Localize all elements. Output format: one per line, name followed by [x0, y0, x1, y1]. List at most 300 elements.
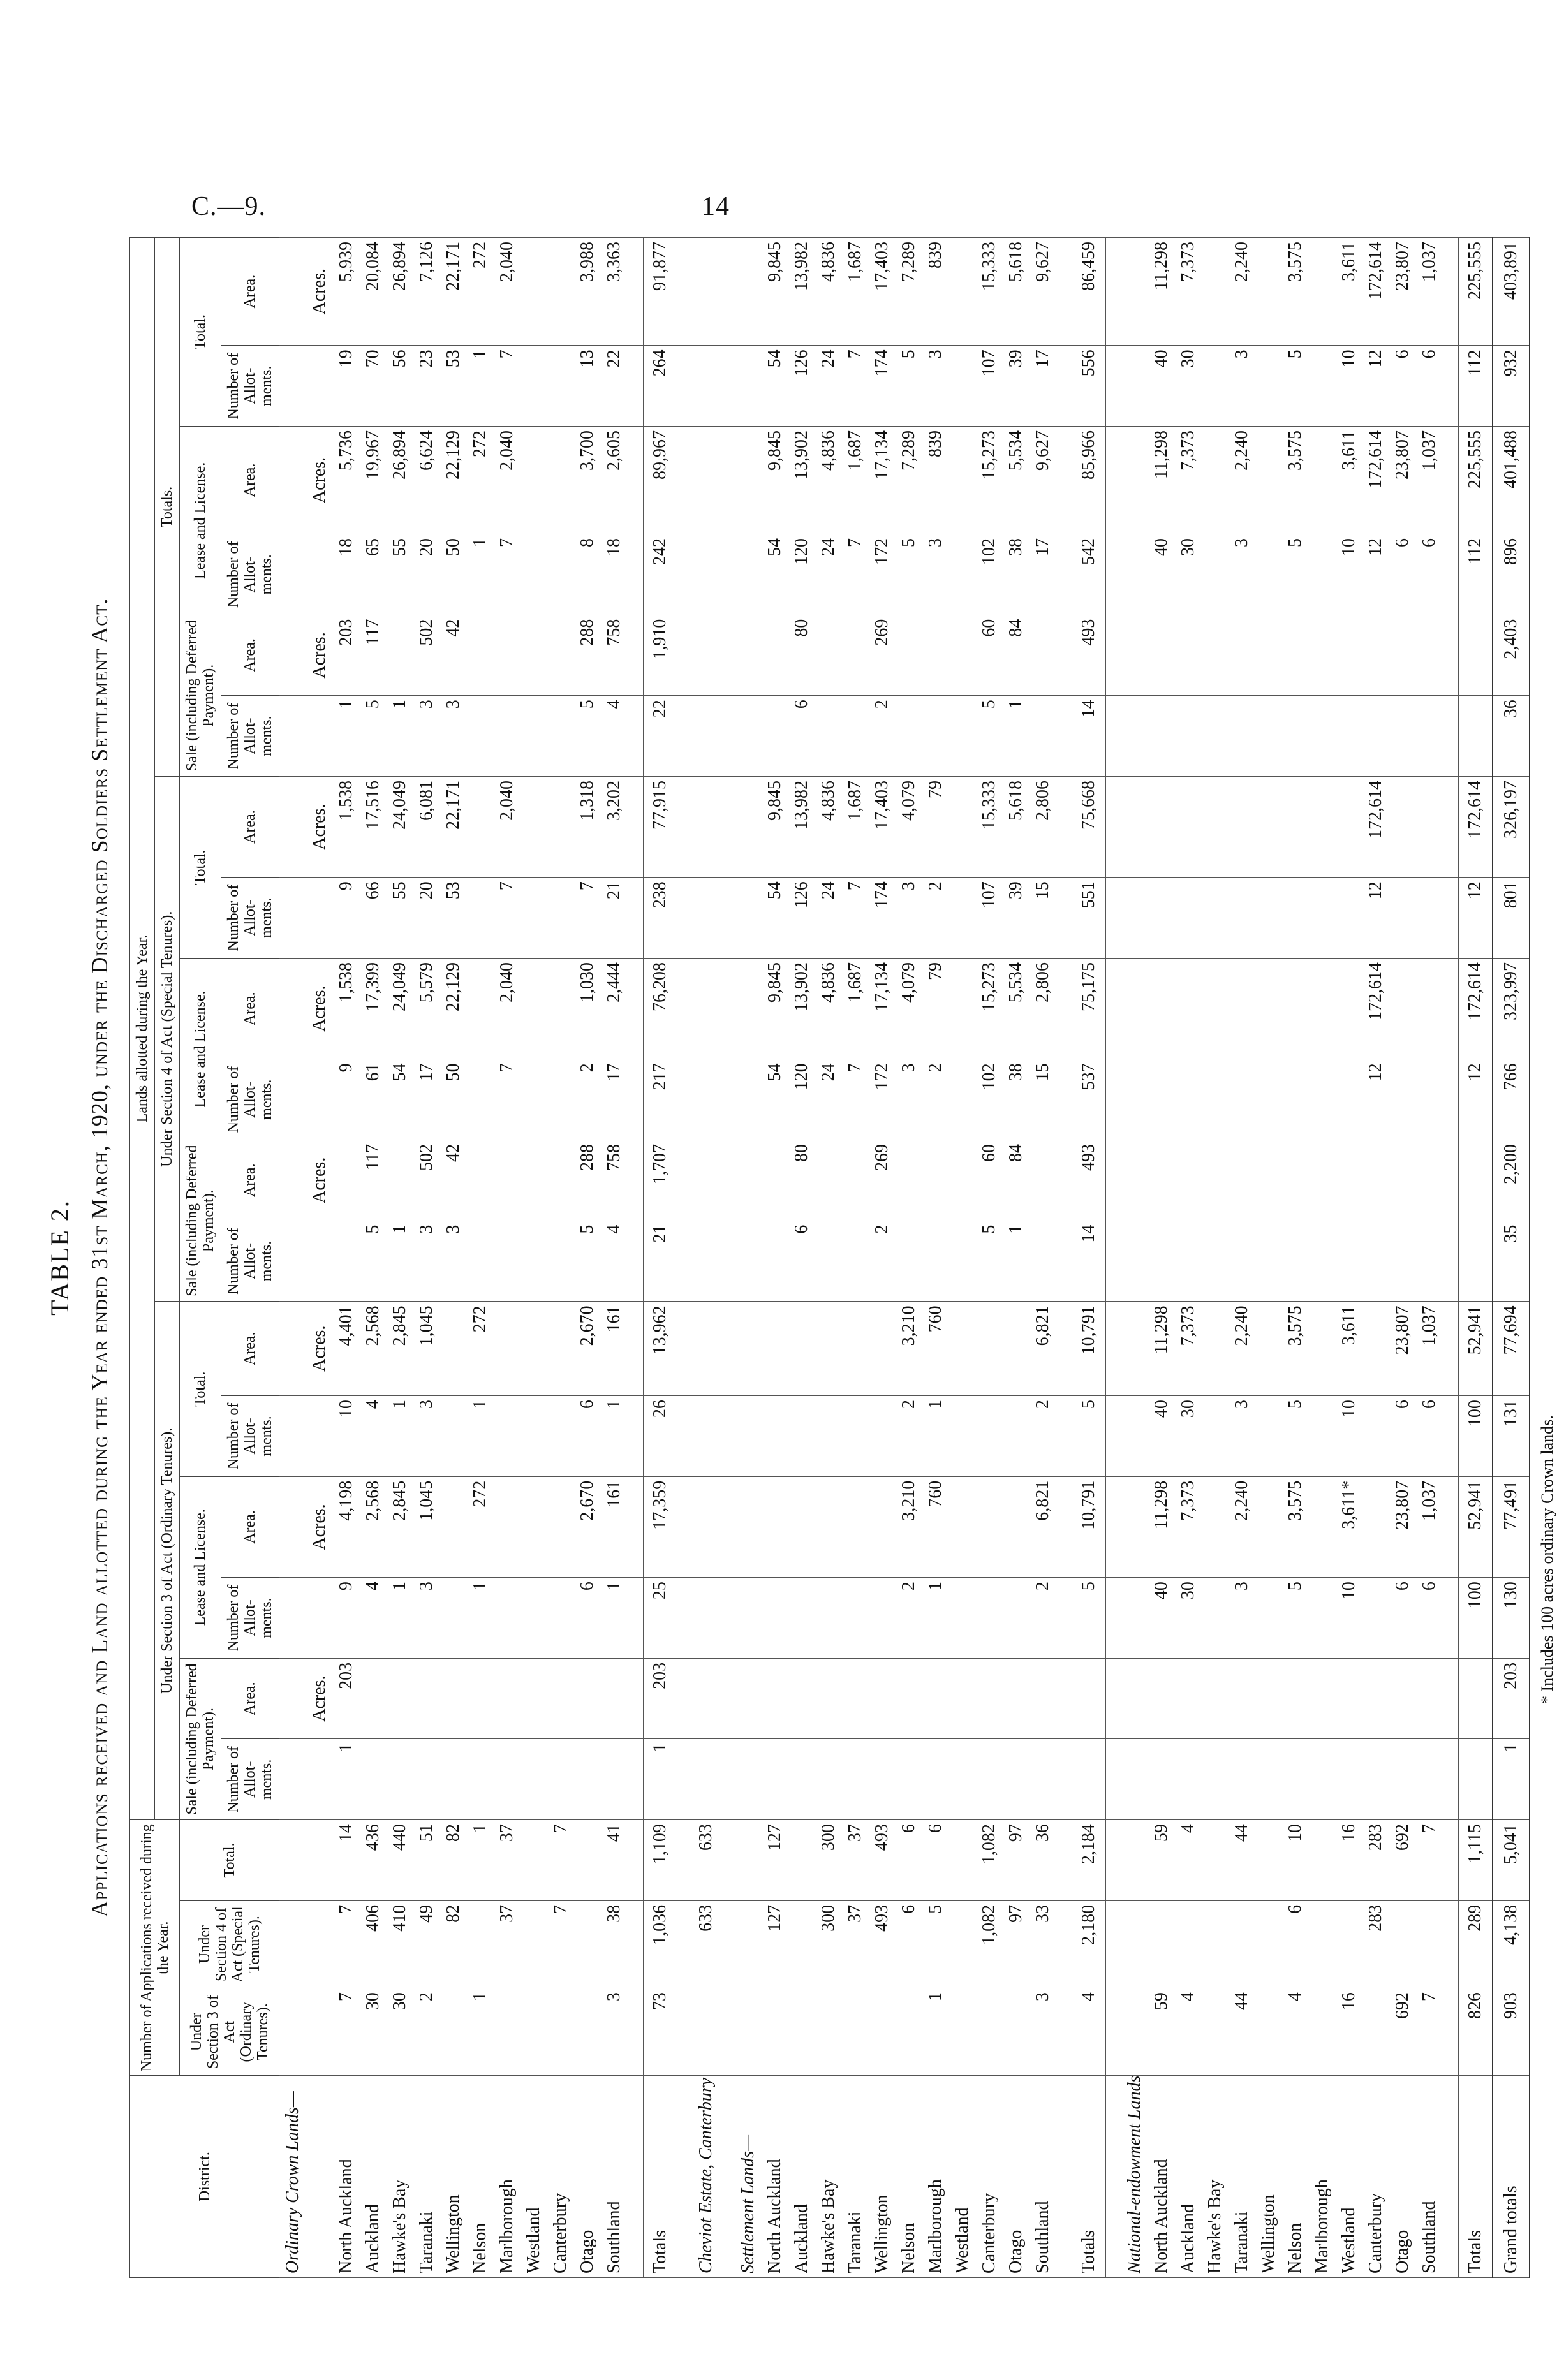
value-cell: 61: [360, 1059, 387, 1140]
value-cell: 542: [1072, 534, 1106, 615]
value-cell: [922, 1140, 949, 1221]
value-cell: 37: [842, 1900, 869, 1988]
value-cell: [1336, 1739, 1362, 1820]
value-cell: [520, 1578, 547, 1659]
value-cell: [1309, 238, 1336, 346]
value-cell: 7,373: [1175, 1476, 1202, 1577]
value-cell: [1255, 238, 1282, 346]
value-cell: 410: [387, 1900, 413, 1988]
value-cell: [1443, 1221, 1459, 1302]
value-cell: 172,614: [1362, 238, 1389, 346]
value-cell: [1416, 1140, 1443, 1221]
value-cell: 39: [1003, 346, 1029, 427]
value-cell: [762, 1302, 788, 1396]
value-cell: 269: [869, 615, 896, 696]
value-cell: [1309, 1820, 1336, 1901]
value-cell: 2,040: [494, 776, 520, 877]
value-cell: [1443, 1140, 1459, 1221]
value-cell: 42: [440, 615, 467, 696]
value-cell: 4: [601, 696, 628, 777]
value-cell: 17,403: [869, 238, 896, 346]
value-cell: 9,845: [762, 776, 788, 877]
value-cell: [306, 346, 333, 427]
value-cell: [719, 1140, 735, 1221]
table-row: [494, 238, 520, 2278]
table-row: [574, 238, 601, 2278]
value-cell: 1,045: [413, 1476, 440, 1577]
value-cell: [1121, 696, 1148, 777]
value-cell: 1,538: [333, 958, 360, 1059]
value-cell: [788, 1396, 815, 1477]
value-cell: 217: [644, 1059, 677, 1140]
value-cell: 300: [815, 1900, 842, 1988]
value-cell: [949, 1988, 976, 2076]
value-cell: [693, 958, 719, 1059]
value-cell: [279, 1578, 307, 1659]
value-cell: [1148, 615, 1175, 696]
value-cell: [1072, 1739, 1106, 1820]
value-cell: [1309, 1658, 1336, 1739]
value-cell: [279, 696, 307, 777]
value-cell: 2,180: [1072, 1900, 1106, 1988]
value-cell: [440, 1578, 467, 1659]
value-cell: 2,806: [1029, 776, 1056, 877]
value-cell: [1029, 1221, 1056, 1302]
value-cell: 131: [1493, 1396, 1530, 1477]
value-cell: [1282, 776, 1309, 877]
value-cell: [1309, 878, 1336, 959]
value-cell: [279, 1739, 307, 1820]
value-cell: [574, 1739, 601, 1820]
value-cell: [628, 878, 644, 959]
value-cell: 403,891: [1493, 238, 1530, 346]
value-cell: [467, 1658, 494, 1739]
value-cell: 22,129: [440, 427, 467, 534]
district-cell: [1443, 2076, 1459, 2278]
value-cell: [1106, 238, 1122, 346]
grand-totals-row: [1493, 238, 1530, 2278]
district-cell: Taranaki: [842, 2076, 869, 2278]
value-cell: 6,821: [1029, 1302, 1056, 1396]
value-cell: [1148, 1739, 1175, 1820]
value-cell: 70: [360, 346, 387, 427]
value-cell: 406: [360, 1900, 387, 1988]
value-cell: 112: [1459, 534, 1493, 615]
value-cell: [520, 1221, 547, 1302]
value-cell: [279, 1658, 307, 1739]
value-cell: 23: [413, 346, 440, 427]
value-cell: 3,575: [1282, 1476, 1309, 1577]
value-cell: 323,997: [1493, 958, 1530, 1059]
value-cell: [547, 1140, 574, 1221]
num-header: Number of Allot-ments.: [221, 1578, 279, 1659]
value-cell: 12: [1362, 878, 1389, 959]
value-cell: 12: [1459, 878, 1493, 959]
value-cell: [306, 1900, 333, 1988]
value-cell: 7: [494, 878, 520, 959]
value-cell: [574, 1658, 601, 1739]
value-cell: 161: [601, 1476, 628, 1577]
value-cell: [1389, 776, 1416, 877]
value-cell: 3: [1229, 346, 1255, 427]
value-cell: [1121, 615, 1148, 696]
value-cell: 126: [788, 878, 815, 959]
value-cell: [693, 1302, 719, 1396]
value-cell: [1255, 427, 1282, 534]
value-cell: 24: [815, 534, 842, 615]
value-cell: 502: [413, 615, 440, 696]
value-cell: 2: [869, 696, 896, 777]
value-cell: [762, 1739, 788, 1820]
value-cell: 758: [601, 615, 628, 696]
district-cell: Ordinary Crown Lands—: [279, 2076, 307, 2278]
value-cell: [520, 1140, 547, 1221]
value-cell: 44: [1229, 1820, 1255, 1901]
value-cell: 30: [1175, 1396, 1202, 1477]
district-cell: Nelson: [467, 2076, 494, 2278]
value-cell: [1459, 696, 1493, 777]
value-cell: 9,627: [1029, 427, 1056, 534]
table-row: [1309, 238, 1336, 2278]
value-cell: 26,894: [387, 427, 413, 534]
table-row: [869, 238, 896, 2278]
value-cell: [788, 1820, 815, 1901]
table-row: [1282, 238, 1309, 2278]
value-cell: [360, 1739, 387, 1820]
value-cell: [1389, 615, 1416, 696]
value-cell: 2,568: [360, 1302, 387, 1396]
table-title: TABLE 2.: [45, 1200, 74, 1316]
value-cell: [1056, 1221, 1072, 1302]
value-cell: [547, 776, 574, 877]
value-cell: [1443, 1900, 1459, 1988]
value-cell: 1,037: [1416, 238, 1443, 346]
value-cell: 1: [601, 1396, 628, 1477]
district-header: District.: [130, 2076, 279, 2278]
value-cell: 56: [387, 346, 413, 427]
value-cell: 1,687: [842, 776, 869, 877]
value-cell: [628, 696, 644, 777]
value-cell: 54: [762, 346, 788, 427]
value-cell: 107: [976, 878, 1003, 959]
value-cell: 161: [601, 1302, 628, 1396]
value-cell: 52,941: [1459, 1302, 1493, 1396]
value-cell: [815, 615, 842, 696]
app-s4-header: Under Section 4 of Act (Special Tenures).: [180, 1900, 279, 1988]
value-cell: 7,126: [413, 238, 440, 346]
value-cell: [1336, 615, 1362, 696]
table-row: [440, 238, 467, 2278]
area-header: Area.: [221, 615, 279, 696]
value-cell: [279, 1900, 307, 1988]
s3-total-header: Total.: [180, 1302, 221, 1476]
value-cell: [762, 696, 788, 777]
value-cell: [1121, 1140, 1148, 1221]
value-cell: [677, 1140, 693, 1221]
value-cell: 174: [869, 878, 896, 959]
value-cell: [494, 1302, 520, 1396]
district-cell: Nelson: [1282, 2076, 1309, 2278]
applications-header: Number of Applications received during the Year.: [130, 1820, 180, 2076]
value-cell: 80: [788, 615, 815, 696]
value-cell: [1056, 1820, 1072, 1901]
value-cell: [677, 958, 693, 1059]
value-cell: [1443, 1059, 1459, 1140]
value-cell: [1106, 1739, 1122, 1820]
value-cell: 36: [1029, 1820, 1056, 1901]
value-cell: [949, 1221, 976, 1302]
value-cell: [1416, 776, 1443, 877]
value-cell: 2: [1029, 1396, 1056, 1477]
value-cell: [467, 1739, 494, 1820]
value-cell: [1175, 878, 1202, 959]
value-cell: 30: [387, 1988, 413, 2076]
value-cell: 4,198: [333, 1476, 360, 1577]
value-cell: 24: [815, 878, 842, 959]
value-cell: [1056, 427, 1072, 534]
value-cell: [520, 534, 547, 615]
value-cell: 18: [601, 534, 628, 615]
table-row: [1029, 238, 1056, 2278]
value-cell: [494, 1396, 520, 1477]
value-cell: 54: [387, 1059, 413, 1140]
value-cell: [976, 1658, 1003, 1739]
value-cell: [1202, 534, 1229, 615]
value-cell: 300: [815, 1820, 842, 1901]
value-cell: [1443, 1988, 1459, 2076]
value-cell: 102: [976, 1059, 1003, 1140]
value-cell: [1309, 346, 1336, 427]
value-cell: 17: [413, 1059, 440, 1140]
value-cell: [387, 615, 413, 696]
area-header: Area.: [221, 1302, 279, 1396]
value-cell: 9,845: [762, 958, 788, 1059]
num-header: Number of Allot-ments.: [221, 1059, 279, 1140]
value-cell: [520, 1988, 547, 2076]
value-cell: [1443, 615, 1459, 696]
value-cell: [735, 238, 762, 346]
value-cell: 1: [467, 1988, 494, 2076]
value-cell: 6: [1389, 346, 1416, 427]
table-row: [1229, 238, 1255, 2278]
value-cell: [815, 1221, 842, 1302]
value-cell: Acres.: [306, 615, 333, 696]
value-cell: 7,289: [896, 427, 922, 534]
value-cell: [1202, 1059, 1229, 1140]
value-cell: 1,707: [644, 1140, 677, 1221]
app-s3-header: Under Section 3 of Act (Ordinary Tenures).: [180, 1988, 279, 2076]
value-cell: [869, 1739, 896, 1820]
value-cell: [1282, 1221, 1309, 1302]
value-cell: 4: [360, 1578, 387, 1659]
value-cell: [1229, 1059, 1255, 1140]
value-cell: 1: [387, 696, 413, 777]
value-cell: 11,298: [1148, 427, 1175, 534]
value-cell: [467, 1140, 494, 1221]
value-cell: 2: [896, 1396, 922, 1477]
value-cell: [520, 346, 547, 427]
value-cell: 1: [1003, 696, 1029, 777]
value-cell: 1,687: [842, 238, 869, 346]
value-cell: [1121, 1739, 1148, 1820]
value-cell: [1056, 1476, 1072, 1577]
value-cell: [1389, 1059, 1416, 1140]
value-cell: [1255, 1396, 1282, 1477]
value-cell: 50: [440, 534, 467, 615]
table-row: [896, 238, 922, 2278]
value-cell: [677, 1476, 693, 1577]
value-cell: 17: [1029, 534, 1056, 615]
value-cell: [520, 1739, 547, 1820]
value-cell: 826: [1459, 1988, 1493, 2076]
value-cell: [1106, 534, 1122, 615]
value-cell: 1,318: [574, 776, 601, 877]
value-cell: 272: [467, 1476, 494, 1577]
district-cell: Canterbury: [547, 2076, 574, 2278]
section-row: [693, 238, 719, 2278]
value-cell: 3,575: [1282, 238, 1309, 346]
value-cell: [1362, 696, 1389, 777]
value-cell: [1003, 1739, 1029, 1820]
value-cell: 3,575: [1282, 427, 1309, 534]
value-cell: [1175, 1140, 1202, 1221]
value-cell: 2,403: [1493, 615, 1530, 696]
district-cell: Taranaki: [1229, 2076, 1255, 2278]
value-cell: 117: [360, 615, 387, 696]
s3-sale-header: Sale (including Deferred Payment).: [180, 1658, 221, 1819]
table-row: [762, 238, 788, 2278]
value-cell: [735, 427, 762, 534]
value-cell: [788, 1900, 815, 1988]
value-cell: 3: [440, 696, 467, 777]
value-cell: 5,618: [1003, 238, 1029, 346]
value-cell: 2,240: [1229, 1302, 1255, 1396]
value-cell: [869, 1988, 896, 2076]
value-cell: [1362, 615, 1389, 696]
value-cell: [735, 776, 762, 877]
value-cell: [922, 615, 949, 696]
value-cell: 6: [1416, 346, 1443, 427]
value-cell: [1309, 427, 1336, 534]
value-cell: [1309, 1578, 1336, 1659]
district-cell: [1106, 2076, 1122, 2278]
value-cell: 25: [644, 1578, 677, 1659]
value-cell: 760: [922, 1476, 949, 1577]
value-cell: [1202, 1739, 1229, 1820]
value-cell: 53: [440, 878, 467, 959]
value-cell: 4: [360, 1396, 387, 1477]
value-cell: [1416, 696, 1443, 777]
value-cell: 36: [1493, 696, 1530, 777]
value-cell: 4,079: [896, 776, 922, 877]
value-cell: [520, 1820, 547, 1901]
value-cell: [467, 776, 494, 877]
table-row: [1416, 238, 1443, 2278]
value-cell: 2,670: [574, 1476, 601, 1577]
value-cell: 22: [644, 696, 677, 777]
value-cell: 100: [1459, 1578, 1493, 1659]
value-cell: 493: [1072, 1140, 1106, 1221]
value-cell: 13,902: [788, 958, 815, 1059]
value-cell: [735, 1302, 762, 1396]
value-cell: 4: [601, 1221, 628, 1302]
value-cell: 37: [494, 1820, 520, 1901]
value-cell: [677, 696, 693, 777]
value-cell: 97: [1003, 1820, 1029, 1901]
s4-total-header: Total.: [180, 776, 221, 958]
district-cell: Canterbury: [976, 2076, 1003, 2278]
value-cell: 17,516: [360, 776, 387, 877]
value-cell: [693, 696, 719, 777]
value-cell: [1106, 1140, 1122, 1221]
value-cell: [693, 1140, 719, 1221]
value-cell: 16: [1336, 1820, 1362, 1901]
value-cell: [1056, 1302, 1072, 1396]
value-cell: [1309, 534, 1336, 615]
value-cell: 1,030: [574, 958, 601, 1059]
value-cell: [1336, 776, 1362, 877]
value-cell: [520, 1396, 547, 1477]
value-cell: [494, 1140, 520, 1221]
value-cell: [1362, 1658, 1389, 1739]
value-cell: [1389, 958, 1416, 1059]
value-cell: [735, 1059, 762, 1140]
value-cell: [1121, 1900, 1148, 1988]
value-cell: [1255, 696, 1282, 777]
value-cell: [788, 1476, 815, 1577]
value-cell: [1362, 1302, 1389, 1396]
value-cell: [815, 1658, 842, 1739]
value-cell: [1056, 1578, 1072, 1659]
value-cell: [896, 696, 922, 777]
value-cell: 4,836: [815, 958, 842, 1059]
value-cell: 1: [922, 1578, 949, 1659]
value-cell: 326,197: [1493, 776, 1530, 877]
value-cell: [1056, 1396, 1072, 1477]
table-row: [1255, 238, 1282, 2278]
value-cell: [1202, 346, 1229, 427]
value-cell: 1: [922, 1396, 949, 1477]
value-cell: 3: [440, 1221, 467, 1302]
district-cell: Otago: [574, 2076, 601, 2278]
value-cell: [677, 427, 693, 534]
value-cell: [1309, 1059, 1336, 1140]
table-row: [1362, 238, 1389, 2278]
district-cell: Westland: [1336, 2076, 1362, 2278]
value-cell: 1: [467, 346, 494, 427]
value-cell: 40: [1148, 346, 1175, 427]
value-cell: 6: [788, 696, 815, 777]
value-cell: [1362, 1476, 1389, 1577]
value-cell: [949, 1396, 976, 1477]
value-cell: [1106, 1302, 1122, 1396]
value-cell: [1443, 958, 1459, 1059]
value-cell: 3: [1229, 1396, 1255, 1477]
value-cell: 2: [896, 1578, 922, 1659]
value-cell: 5: [1282, 534, 1309, 615]
value-cell: 75,668: [1072, 776, 1106, 877]
value-cell: [735, 1658, 762, 1739]
value-cell: [628, 1820, 644, 1901]
value-cell: 35: [1493, 1221, 1530, 1302]
value-cell: [976, 1476, 1003, 1577]
value-cell: 6: [1416, 1578, 1443, 1659]
app-total-header: Total.: [180, 1820, 279, 1901]
value-cell: 14: [1072, 1221, 1106, 1302]
totals-row: [1072, 238, 1106, 2278]
value-cell: [949, 427, 976, 534]
value-cell: 4: [1072, 1988, 1106, 2076]
